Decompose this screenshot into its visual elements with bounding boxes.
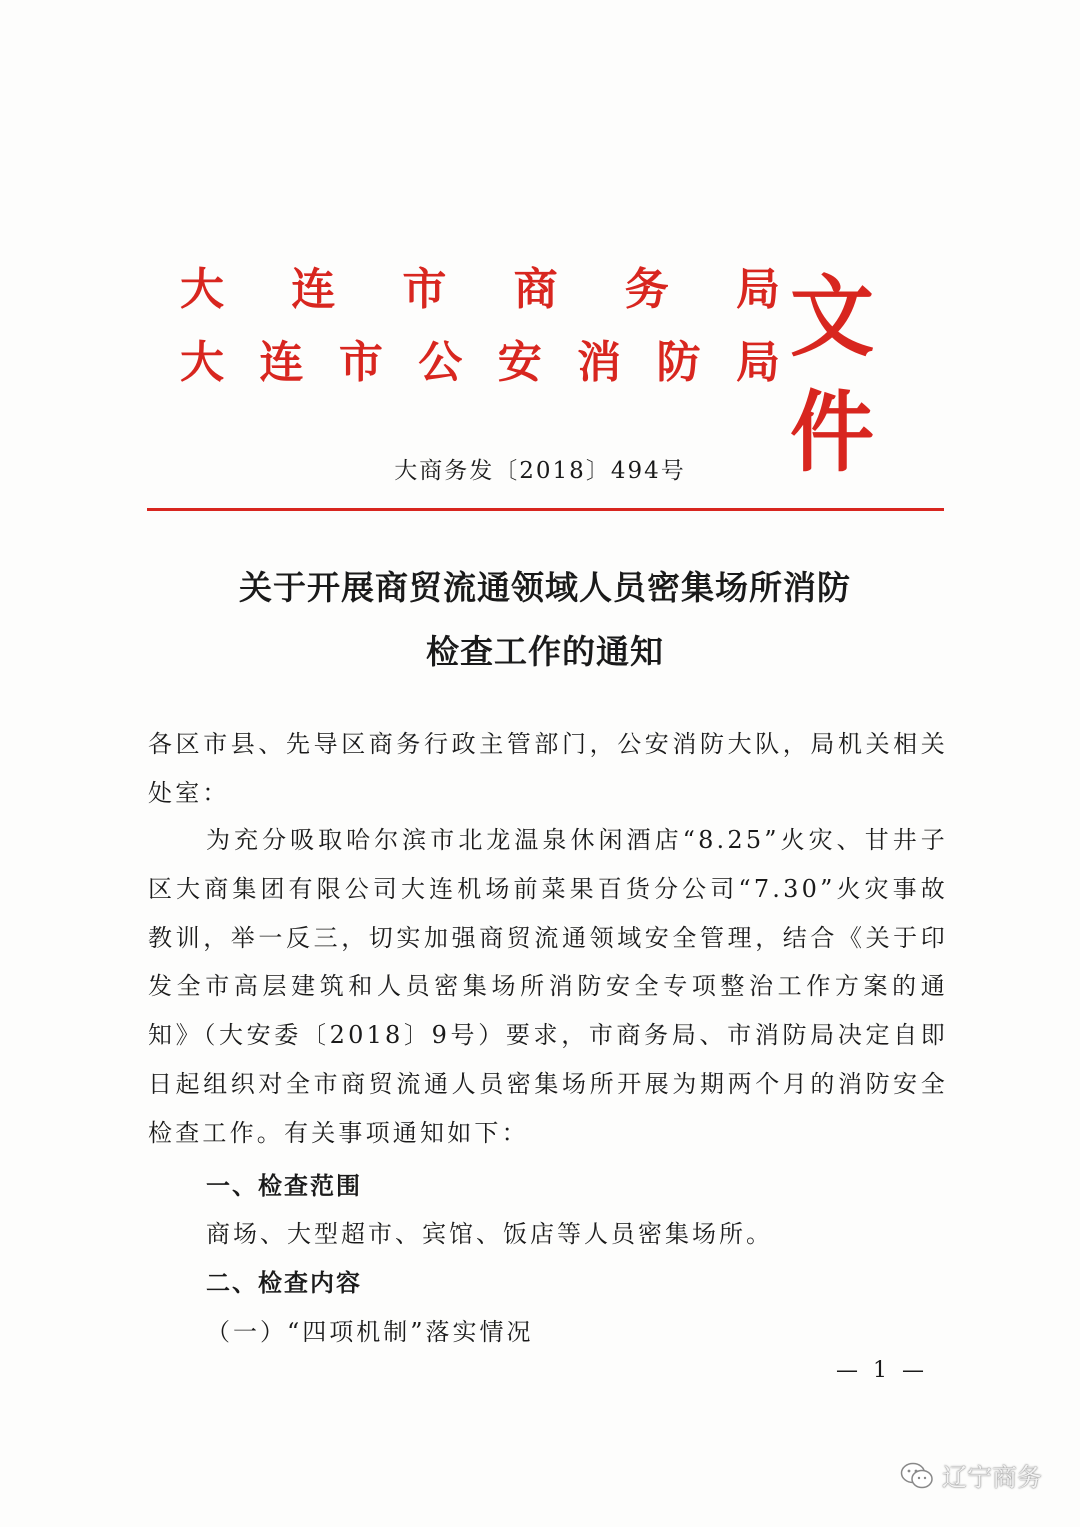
issuer-char: 局 bbox=[735, 264, 780, 315]
issuer-char: 市 bbox=[402, 264, 447, 315]
issuer-line-commerce-bureau bbox=[180, 255, 780, 315]
issuer-char: 商 bbox=[513, 264, 558, 315]
issuer-char: 务 bbox=[624, 264, 669, 315]
issuer-char: 防 bbox=[656, 337, 701, 388]
document-type-label: 文件 bbox=[790, 264, 869, 484]
issuer-char: 市 bbox=[338, 337, 383, 388]
watermark bbox=[900, 1458, 1042, 1494]
issuer-line-fire-bureau bbox=[180, 328, 780, 388]
subsection-heading: （一）“四项机制”落实情况 bbox=[206, 1318, 534, 1346]
page-number: — 1 — bbox=[836, 1358, 928, 1383]
addressee: 各区市县、先导区商务行政主管部门，公安消防大队，局机关相关处室： bbox=[148, 730, 948, 807]
document-title-line-2: 检查工作的通知 bbox=[426, 632, 664, 671]
issuer-char: 公 bbox=[418, 337, 463, 388]
issuer-char: 连 bbox=[259, 337, 304, 388]
document-title-line-1: 关于开展商贸流通领域人员密集场所消防 bbox=[239, 568, 851, 607]
body-paragraph: 为充分吸取哈尔滨市北龙温泉休闲酒店“8.25”火灾、甘井子区大商集团有限公司大连机场前菜果百货分公司“7.30”火灾事故教训，举一反三，切实加强商贸流通领域安全管理，结合《关于印发全市高层建筑和人员密集场所消防安全专项整治工作方案的通知》（大安委〔2018〕9号）要求，市商务局、市消防局决定自即日起组织对全市商贸流通人员密集场所开展为期两个月的消防安全检查工作。有关事项通知如下： bbox=[148, 826, 948, 1147]
issuer-char: 大 bbox=[180, 337, 224, 388]
issuer-char: 连 bbox=[291, 264, 336, 315]
wechat-icon bbox=[900, 1461, 934, 1491]
section-text-scope: 商场、大型超市、宾馆、饭店等人员密集场所。 bbox=[206, 1220, 773, 1248]
document-number: 大商务发〔2018〕494号 bbox=[394, 458, 686, 484]
issuer-char: 消 bbox=[577, 337, 622, 388]
issuer-char: 大 bbox=[180, 264, 224, 315]
issuer-char: 局 bbox=[735, 337, 780, 388]
issuer-char: 安 bbox=[497, 337, 542, 388]
watermark-text: 辽宁商务 bbox=[942, 1463, 1043, 1492]
section-heading-content: 二、检查内容 bbox=[206, 1269, 362, 1297]
red-divider bbox=[147, 508, 944, 511]
section-heading-scope: 一、检查范围 bbox=[206, 1172, 362, 1200]
